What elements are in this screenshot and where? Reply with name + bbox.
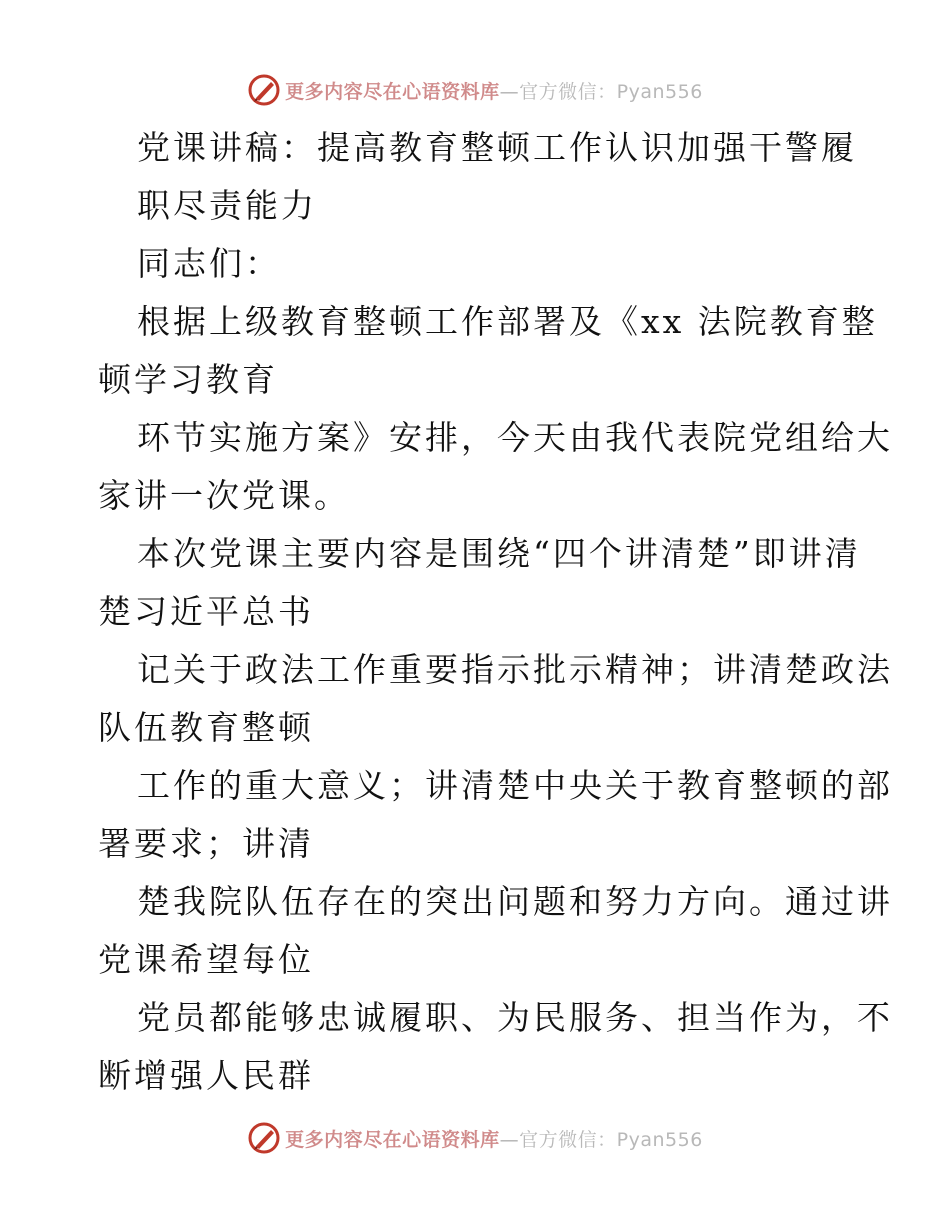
salutation: 同志们： xyxy=(137,244,281,283)
paragraph-line: 楚我院队伍存在的突出问题和努力方向。通过讲 xyxy=(137,882,893,921)
paragraph-line: 党课希望每位 xyxy=(98,940,314,979)
banner-dash: — xyxy=(499,1128,520,1151)
paragraph-line: 党员都能够忠诚履职、为民服务、担当作为，不 xyxy=(137,998,893,1037)
paragraph-line: 断增强人民群 xyxy=(98,1056,314,1095)
footer-watermark xyxy=(0,1118,950,1158)
paragraph-line: 楚习近平总书 xyxy=(98,592,314,631)
paragraph-line: 家讲一次党课。 xyxy=(98,476,350,515)
document-title-line-2: 职尽责能力 xyxy=(137,186,317,225)
paragraph-line: 工作的重大意义；讲清楚中央关于教育整顿的部 xyxy=(137,766,893,805)
paragraph-line: 根据上级教育整顿工作部署及《xx 法院教育整 xyxy=(137,302,878,341)
paragraph-line: 顿学习教育 xyxy=(98,360,278,399)
banner-wechat-text: 官方微信：Pyan556 xyxy=(519,1128,703,1151)
paragraph-line: 本次党课主要内容是围绕“四个讲清楚”即讲清 xyxy=(137,534,861,573)
banner-main-text: 更多内容尽在心语资料库 xyxy=(285,80,500,103)
paragraph-line: 队伍教育整顿 xyxy=(98,708,314,747)
banner-wechat-text: 官方微信：Pyan556 xyxy=(519,80,703,103)
pen-logo-icon xyxy=(247,73,281,107)
banner-main-text: 更多内容尽在心语资料库 xyxy=(285,1128,500,1151)
paragraph-line: 环节实施方案》安排，今天由我代表院党组给大 xyxy=(137,418,893,457)
paragraph-line: 记关于政法工作重要指示批示精神；讲清楚政法 xyxy=(137,650,893,689)
banner-dash: — xyxy=(499,80,520,103)
paragraph-line: 署要求；讲清 xyxy=(98,824,314,863)
pen-logo-icon xyxy=(247,1121,281,1155)
document-title-line-1: 党课讲稿：提高教育整顿工作认识加强干警履 xyxy=(137,128,857,167)
header-watermark xyxy=(0,70,950,110)
